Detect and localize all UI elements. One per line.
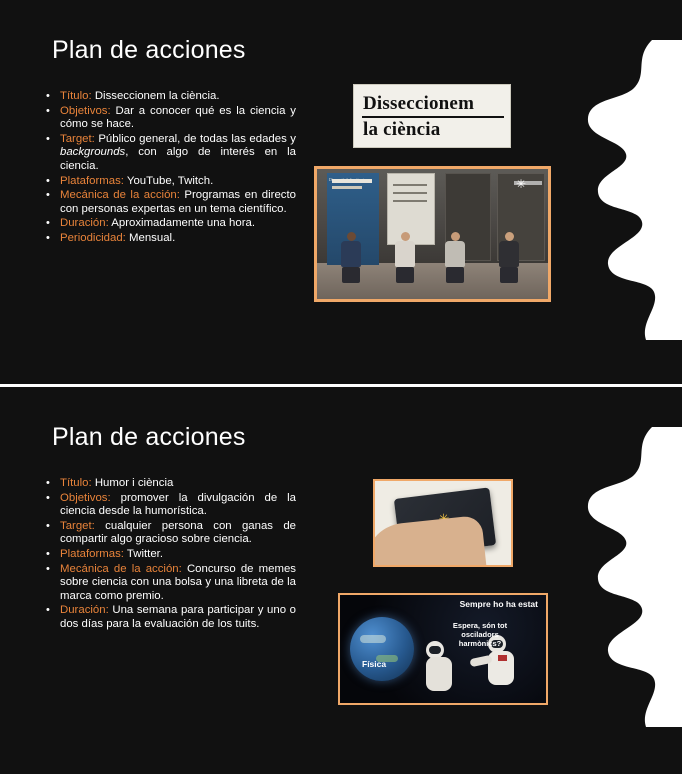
branded-notebook-photo [373,479,513,567]
bullet-text: Una semana para participar y uno o dos días para la evaluación de los tuits. [60,604,296,630]
list-item [44,520,296,547]
bullet-lead: Plataformas: [60,547,124,560]
bullet-text: Mensual. [125,231,176,244]
list-item [44,189,296,216]
disseccionem-logo [353,84,511,148]
bullet-lead: Duración: [60,604,109,617]
list-item [44,175,296,189]
star-icon: ✳ [515,177,526,191]
bullet-lead: Objetivos: [60,491,111,504]
list-item [44,604,296,631]
bullet-text: Aproximadamente una hora. [108,217,256,230]
bullet-text-cont: , con algo de interés en la ciencia. [60,146,296,172]
bullet-lead: Mecánica de la acción: [60,562,182,575]
slide-2 [0,387,682,774]
science-meme-image [338,593,548,705]
meme-label: Física [362,659,387,669]
bullet-text: Humor i ciència [91,477,174,489]
list-item [44,548,296,562]
bullet-lead: Plataformas: [60,174,124,187]
bullet-text: cualquier persona con ganas de compartir algo gracioso sobre ciencia. [60,519,296,546]
page-title: Plan de acciones [52,423,246,451]
bullet-text: Público general, de todas las edades y [94,132,296,145]
hand [373,515,488,567]
list-item [44,105,296,132]
bullet-text: promover la divulgación de la ciencia desde la humorística. [60,491,296,518]
bullet-lead: Objetivos: [60,104,111,117]
bullet-lead: Periodicidad: [60,231,126,244]
bullet-text: Disseccionem la ciència. [91,90,220,102]
decorative-blob-shape [582,40,682,340]
bullet-text-italic: backgrounds [60,146,126,159]
photo-person [445,232,465,283]
bullet-lead: Título: [60,477,92,489]
bullet-text: Concurso de memes sobre ciencia con una bolsa y una libreta de la marca como premio. [60,562,296,602]
bullet-lead: Mecánica de la acción: [60,189,180,202]
list-item [44,492,296,519]
list-item [44,90,296,104]
list-item [44,477,296,491]
bullet-lead: Título: [60,90,92,102]
panel-discussion-photo [314,166,551,302]
bullet-lead: Duración: [60,217,109,230]
list-item [44,563,296,604]
photo-banner-label: Dissecció de la ciència [329,177,366,182]
meme-speech-caption: Espera, són tot osciladors harmònics? [452,621,508,648]
list-item [44,133,296,174]
page-title: Plan de acciones [52,36,246,64]
bullet-list-slide-2 [44,477,296,633]
astronaut-left [426,641,452,691]
bullet-text: YouTube, Twitch. [123,174,214,187]
photo-person [499,232,519,283]
decorative-blob-shape [582,427,682,727]
logo-divider [362,116,504,118]
earth-graphic [350,617,414,681]
bullet-lead: Target: [60,519,95,532]
logo-line-2: la ciència [363,119,441,140]
bullet-text: Programas en directo con personas expertas en un tema científico. [60,189,296,215]
photo-person [341,232,361,283]
flag-icon [498,655,507,661]
list-item [44,232,296,246]
photo-person [395,232,415,283]
bullet-lead: Target: [60,132,95,145]
logo-line-1: Disseccionem [363,93,475,114]
bullet-text: Dar a conocer qué es la ciencia y cómo se hace. [60,104,296,131]
bullet-text: Twitter. [123,547,163,560]
list-item [44,217,296,231]
meme-top-caption: Sempre ho ha estat [459,599,538,609]
bullet-list-slide-1 [44,90,296,247]
